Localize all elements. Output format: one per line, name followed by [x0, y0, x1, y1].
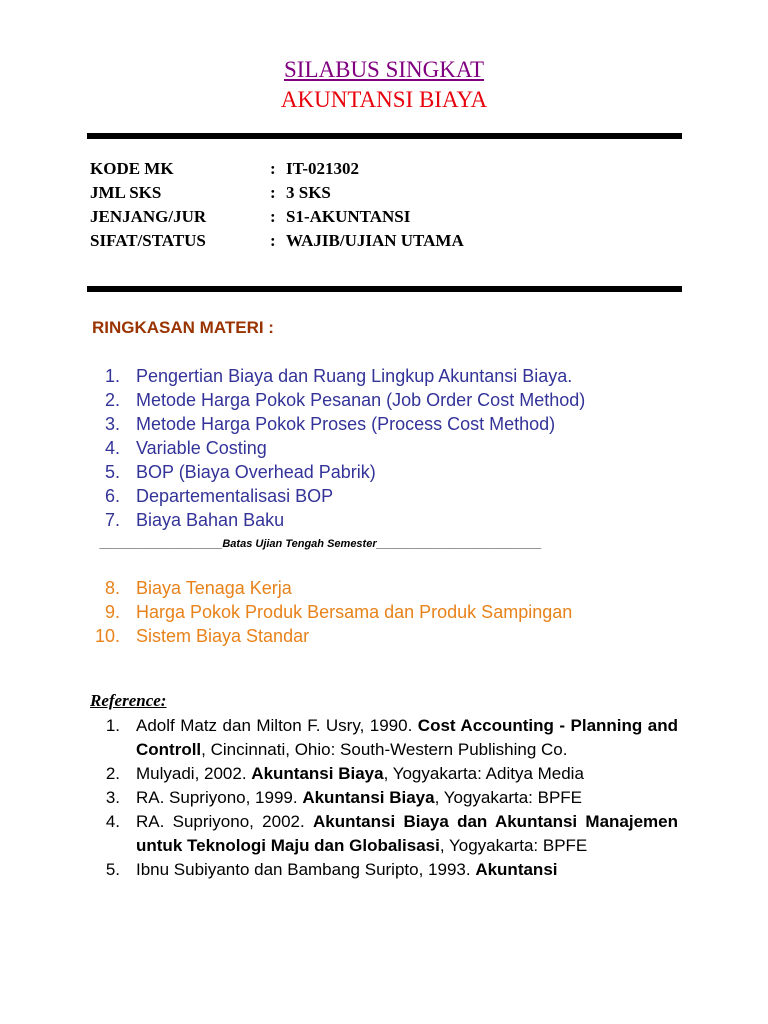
reference-publisher: , Yogyakarta: Aditya Media: [383, 764, 584, 783]
reference-publisher: , Yogyakarta: BPFE: [434, 788, 583, 807]
list-number: 7.: [104, 510, 120, 530]
info-value: S1-AKUNTANSI: [286, 207, 411, 226]
document-title: [0, 56, 768, 84]
document-subtitle: AKUNTANSI BIAYA: [280, 87, 488, 112]
list-number: 8.: [104, 578, 120, 598]
reference-list: [90, 714, 678, 882]
reference-heading: Reference:: [90, 691, 167, 710]
list-item: [90, 624, 572, 648]
reference-author: Ibnu Subiyanto dan Bambang Suripto, 1993.: [136, 860, 476, 879]
list-item: [90, 436, 585, 460]
list-text: Biaya Bahan Baku: [136, 510, 285, 530]
reference-number: 3.: [105, 788, 120, 807]
list-item: [90, 388, 585, 412]
info-key: JML SKS: [90, 183, 162, 202]
info-key: JENJANG/JUR: [90, 207, 207, 226]
list-item: [90, 460, 585, 484]
reference-item: [90, 810, 678, 858]
info-colon: :: [270, 231, 276, 250]
materials-heading: RINGKASAN MATERI :: [92, 318, 274, 337]
info-row-kode: [90, 157, 464, 181]
title-line1: SILABUS SINGKAT: [284, 57, 484, 82]
reference-text: [136, 786, 678, 810]
reference-publisher: , Yogyakarta: BPFE: [439, 836, 588, 855]
list-text: BOP (Biaya Overhead Pabrik): [136, 462, 376, 482]
info-colon: :: [270, 183, 276, 202]
list-number: 6.: [104, 486, 120, 506]
reference-title: Akuntansi: [475, 860, 558, 879]
reference-item: [90, 786, 678, 810]
reference-text: [136, 714, 678, 762]
reference-number: 1.: [105, 716, 120, 735]
reference-item: [90, 858, 678, 882]
list-item: [90, 508, 585, 532]
reference-title: Akuntansi Biaya dan Akuntansi Manajemen untuk Teknologi Maju dan Globalisasi: [136, 812, 678, 855]
list-item: [90, 484, 585, 508]
list-item: [90, 412, 585, 436]
info-key: KODE MK: [90, 159, 174, 178]
reference-title: Cost Accounting - Planning and Controll: [136, 716, 678, 759]
list-number: 1.: [104, 366, 120, 386]
reference-title: Akuntansi Biaya: [302, 788, 435, 807]
reference-text: [136, 762, 678, 786]
list-number: 3.: [104, 414, 120, 434]
info-key: SIFAT/STATUS: [90, 231, 206, 250]
info-value: IT-021302: [286, 159, 360, 178]
list-text: Harga Pokok Produk Bersama dan Produk Sampingan: [136, 602, 573, 622]
list-text: Biaya Tenaga Kerja: [136, 578, 292, 598]
info-row-jenjang: [90, 205, 464, 229]
list-item: [90, 364, 585, 388]
list-text: Departementalisasi BOP: [136, 486, 334, 506]
list-text: Sistem Biaya Standar: [136, 626, 310, 646]
info-colon: :: [270, 159, 276, 178]
list-text: Metode Harga Pokok Proses (Process Cost Method): [136, 414, 556, 434]
reference-publisher: , Cincinnati, Ohio: South-Western Publishing Co.: [201, 740, 568, 759]
bottom-divider-rule: [87, 286, 682, 292]
materials-list-part1: [90, 364, 585, 532]
info-row-sifat: [90, 229, 464, 253]
list-text: Pengertian Biaya dan Ruang Lingkup Akuntansi Biaya.: [136, 366, 573, 386]
reference-item: [90, 762, 678, 786]
midterm-divider: ____________________Batas Ujian Tengah Semester___________________________: [100, 538, 542, 550]
list-number: 5.: [104, 462, 120, 482]
list-number: 2.: [104, 390, 120, 410]
reference-author: Mulyadi, 2002.: [136, 764, 252, 783]
reference-text: [136, 810, 678, 858]
info-value: 3 SKS: [286, 183, 331, 202]
reference-title: Akuntansi Biaya: [251, 764, 384, 783]
reference-author: RA. Supriyono, 2002.: [136, 812, 313, 831]
reference-number: 4.: [105, 812, 120, 831]
list-text: Variable Costing: [136, 438, 267, 458]
info-colon: :: [270, 207, 276, 226]
materials-list-part2: [90, 576, 572, 648]
list-number: 9.: [104, 602, 120, 622]
reference-item: [90, 714, 678, 762]
reference-number: 5.: [105, 860, 120, 879]
top-divider-rule: [87, 133, 682, 139]
reference-number: 2.: [105, 764, 120, 783]
info-row-sks: [90, 181, 464, 205]
list-text: Metode Harga Pokok Pesanan (Job Order Cost Method): [136, 390, 586, 410]
reference-author: Adolf Matz dan Milton F. Usry, 1990.: [136, 716, 418, 735]
info-value: WAJIB/UJIAN UTAMA: [286, 231, 464, 250]
reference-author: RA. Supriyono, 1999.: [136, 788, 303, 807]
list-number: 4.: [104, 438, 120, 458]
list-item: [90, 600, 572, 624]
course-info-block: [90, 157, 464, 253]
reference-text: [136, 858, 678, 882]
list-item: [90, 576, 572, 600]
list-number: 10.: [94, 626, 120, 646]
